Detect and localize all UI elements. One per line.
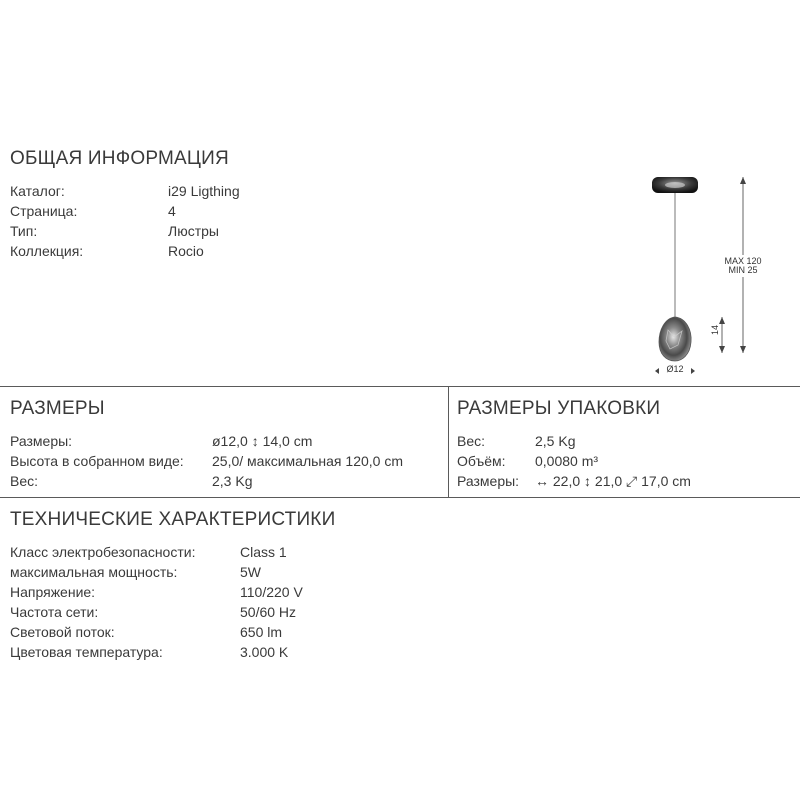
packaging-value: 0,0080 m³	[535, 453, 599, 469]
dimensions-label: Размеры:	[10, 433, 73, 449]
technical-label: Частота сети:	[10, 604, 99, 620]
crystal-shade	[659, 317, 691, 361]
height-min-label: MIN 25	[728, 265, 758, 275]
general-value: Rocio	[168, 243, 204, 259]
packaging-label: Размеры:	[457, 473, 520, 489]
general-info-heading: ОБЩАЯ ИНФОРМАЦИЯ	[10, 148, 229, 169]
technical-label: Цветовая температура:	[10, 644, 163, 660]
shade-height-label: 14	[710, 325, 720, 336]
technical-value: 5W	[240, 564, 261, 580]
technical-value: 650 lm	[240, 624, 283, 640]
dimensions-label: Высота в собранном виде:	[10, 453, 184, 469]
packaging-value: ↔ 22,0 ↕ 21,0 ⤢ 17,0 cm	[535, 473, 691, 489]
dimensions-label: Вес:	[10, 473, 39, 489]
technical-value: 50/60 Hz	[240, 604, 297, 620]
dimensions-value: 25,0/ максимальная 120,0 cm	[212, 453, 403, 469]
height-range-label	[720, 257, 766, 275]
packaging-value: 2,5 Kg	[535, 433, 576, 449]
technical-label: Класс электробезопасности:	[10, 544, 196, 560]
general-label: Тип:	[10, 223, 38, 239]
divider-middle	[0, 497, 800, 498]
divider-top	[0, 386, 800, 387]
dimensions-heading: РАЗМЕРЫ	[10, 398, 105, 419]
technical-value: Class 1	[240, 544, 287, 560]
canopy	[652, 177, 698, 193]
packaging-heading: РАЗМЕРЫ УПАКОВКИ	[457, 398, 661, 419]
technical-value: 110/220 V	[240, 584, 303, 600]
height-max-label: MAX 120	[724, 256, 762, 266]
general-value: 4	[168, 203, 176, 219]
technical-value: 3.000 K	[240, 644, 289, 660]
technical-label: максимальная мощность:	[10, 564, 178, 580]
technical-heading: ТЕХНИЧЕСКИЕ ХАРАКТЕРИСТИКИ	[10, 509, 336, 530]
general-label: Страница:	[10, 203, 78, 219]
general-value: i29 Ligthing	[168, 183, 240, 199]
technical-label: Напряжение:	[10, 584, 96, 600]
dimensions-value: 2,3 Kg	[212, 473, 253, 489]
diameter-label: Ø12	[666, 364, 684, 374]
divider-vertical	[448, 386, 449, 498]
packaging-label: Вес:	[457, 433, 486, 449]
general-label: Коллекция:	[10, 243, 84, 259]
general-label: Каталог:	[10, 183, 65, 199]
technical-label: Световой поток:	[10, 624, 115, 640]
packaging-label: Объём:	[457, 453, 506, 469]
shade-height-label-wrap	[710, 318, 720, 342]
dimensions-value: ø12,0 ↕ 14,0 cm	[212, 433, 313, 449]
general-value: Люстры	[168, 223, 219, 239]
